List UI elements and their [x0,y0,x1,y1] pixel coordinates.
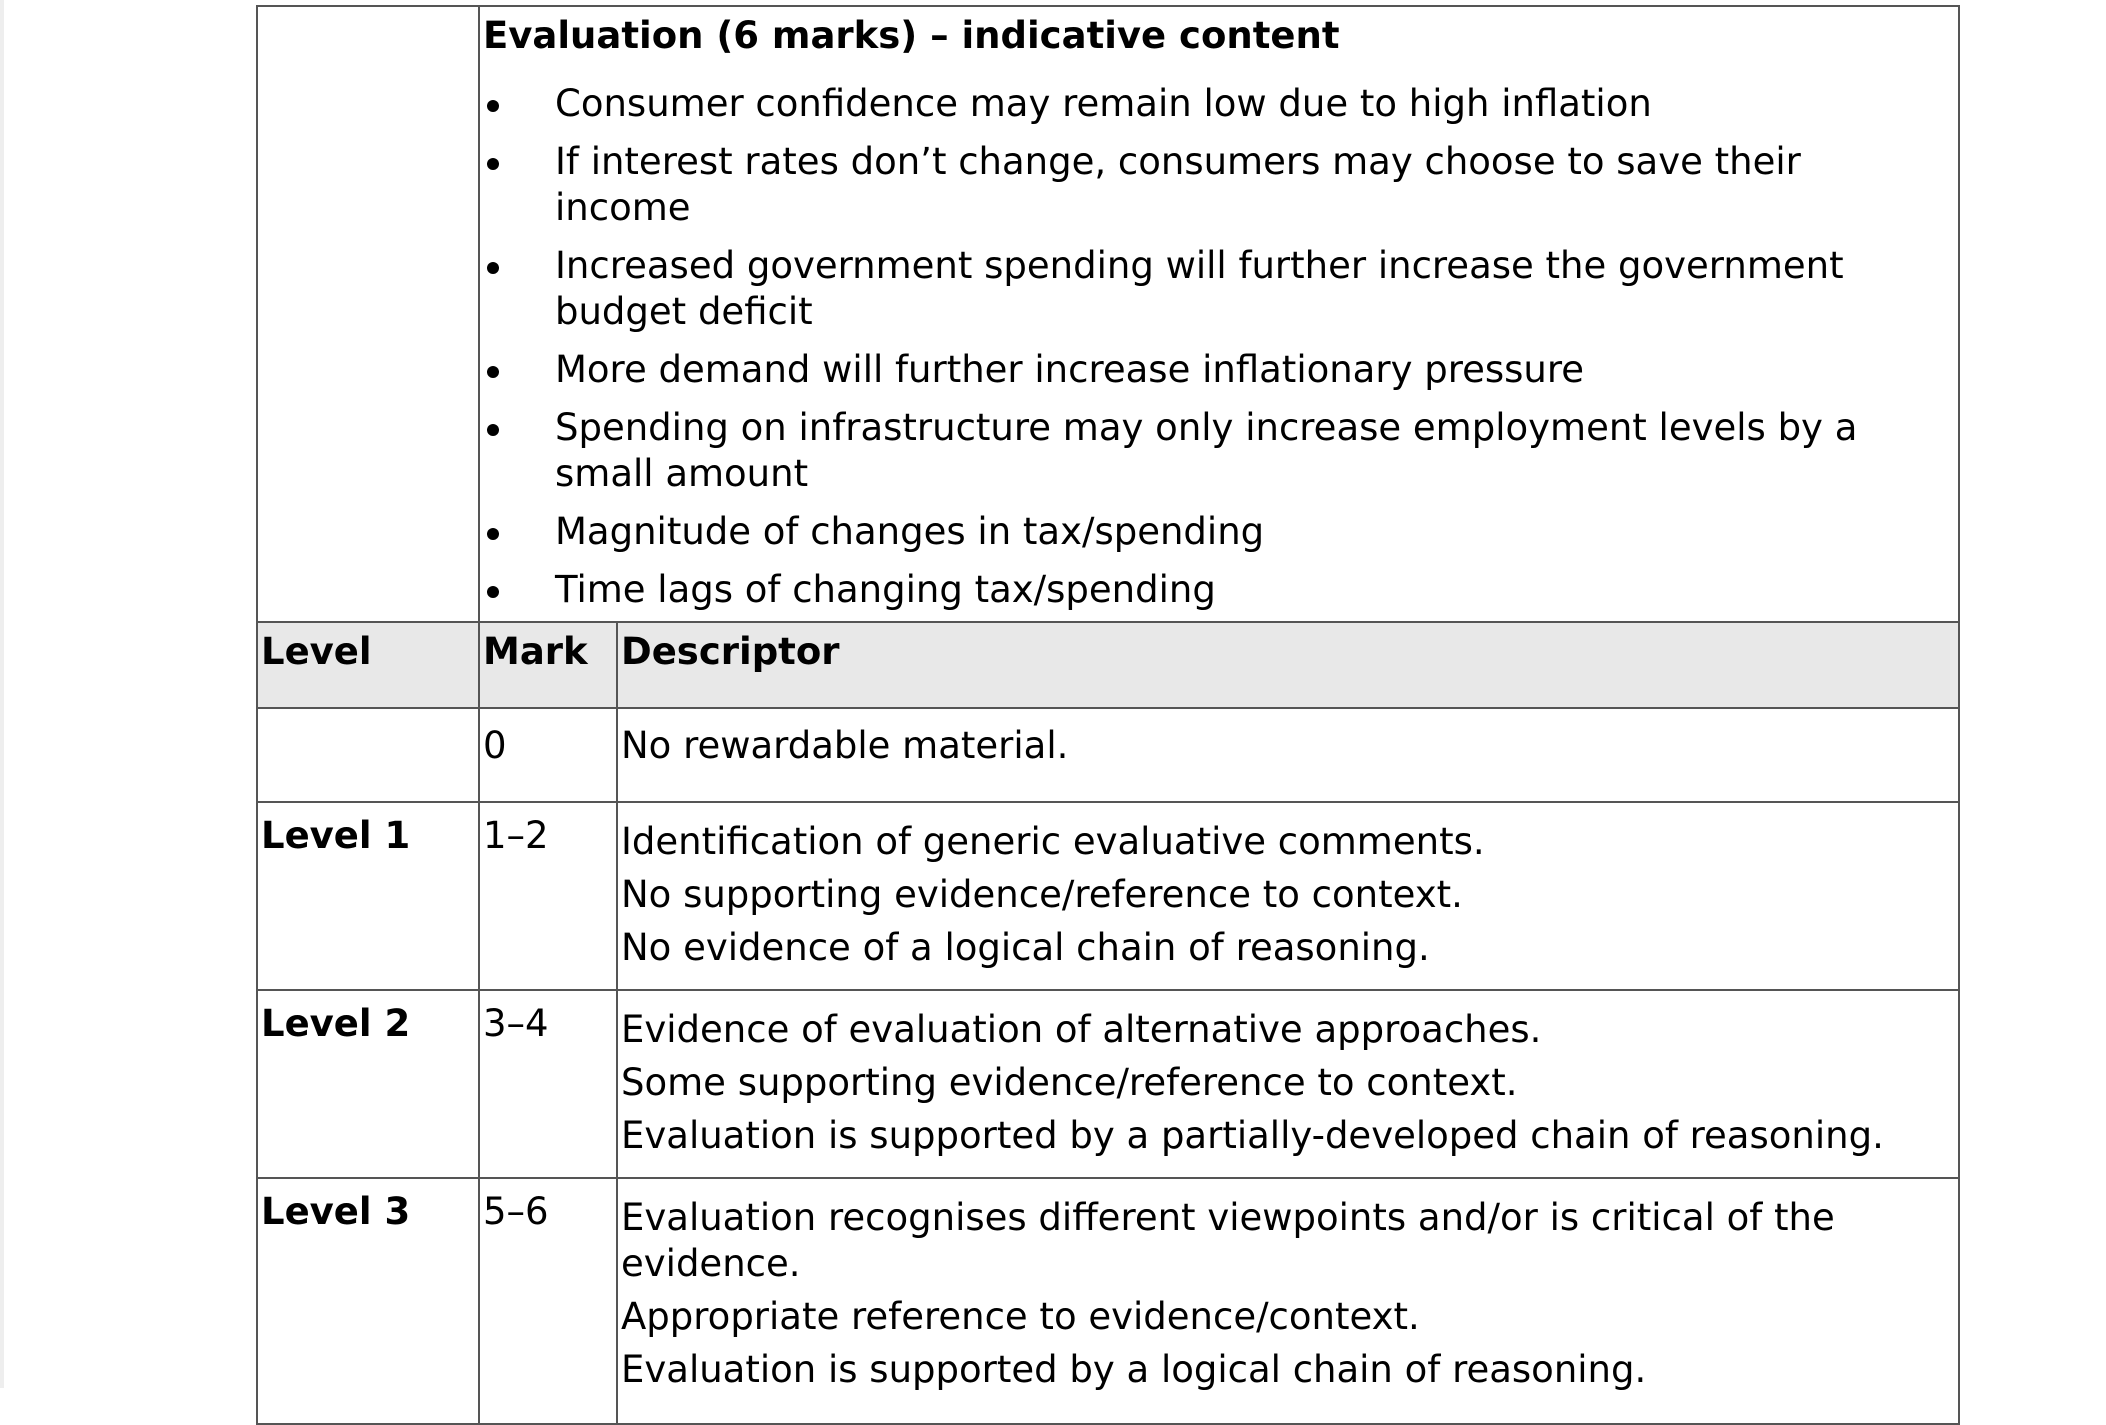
bullet-text: If interest rates don’t change, consumers may choose to save their income [555,140,1801,229]
table-row [257,708,1959,802]
list-item [483,567,1958,613]
list-item [483,81,1958,127]
table-header-row [257,622,1959,708]
bullet-icon [487,424,499,436]
level-cell [257,708,479,802]
mark-value: 0 [483,724,507,767]
descriptor-lines [621,1189,1958,1393]
descriptor-cell [617,708,1959,802]
level-cell [257,802,479,990]
descriptor-line: Evidence of evaluation of alternative approaches. [621,1008,1542,1051]
bullet-icon [487,586,499,598]
header-descriptor: Descriptor [617,622,1959,708]
bullet-text: Consumer confidence may remain low due to high inflation [555,82,1652,125]
evaluation-content-cell [479,6,1959,622]
level-cell [257,1178,479,1424]
header-level: Level [257,622,479,708]
evaluation-content-row [257,6,1959,622]
descriptor-line: Identification of generic evaluative comments. [621,820,1485,863]
mark-value: 1–2 [483,814,549,857]
mark-cell [479,708,617,802]
list-item [483,243,1958,335]
table-row [257,802,1959,990]
page-edge-strip [0,0,4,1388]
descriptor-cell [617,1178,1959,1424]
mark-scheme-table [256,5,1960,1425]
descriptor-lines [621,1001,1958,1159]
mark-value: 3–4 [483,1002,549,1045]
level-cell [257,990,479,1178]
mark-cell [479,990,617,1178]
bullet-text: More demand will further increase inflationary pressure [555,348,1585,391]
bullet-text: Time lags of changing tax/spending [555,568,1216,611]
bullet-icon [487,158,499,170]
bullet-text: Spending on infrastructure may only increase employment levels by a small amount [555,406,1858,495]
descriptor-line: Evaluation is supported by a logical chain of reasoning. [621,1348,1647,1391]
descriptor-line: No rewardable material. [621,724,1069,767]
table-row [257,1178,1959,1424]
header-mark: Mark [479,622,617,708]
list-item [483,509,1958,555]
descriptor-line: Evaluation is supported by a partially-developed chain of reasoning. [621,1114,1884,1157]
bullet-icon [487,262,499,274]
bullet-text: Increased government spending will further increase the government budget deficit [555,244,1844,333]
descriptor-cell [617,990,1959,1178]
mark-cell [479,1178,617,1424]
list-item [483,347,1958,393]
bullet-icon [487,366,499,378]
descriptor-line: Evaluation recognises different viewpoints and/or is critical of the evidence. [621,1196,1835,1285]
descriptor-lines [621,813,1958,971]
descriptor-line: Some supporting evidence/reference to context. [621,1061,1518,1104]
indicative-content-list [483,81,1958,613]
list-item [483,405,1958,497]
descriptor-line: Appropriate reference to evidence/context. [621,1295,1420,1338]
mark-cell [479,802,617,990]
table-row [257,990,1959,1178]
level-label: Level 2 [261,1002,411,1045]
list-item [483,139,1958,231]
descriptor-line: No evidence of a logical chain of reasoning. [621,926,1430,969]
bullet-icon [487,100,499,112]
level-label: Level 1 [261,814,411,857]
level-label: Level 3 [261,1190,411,1233]
mark-value: 5–6 [483,1190,549,1233]
evaluation-empty-cell [257,6,479,622]
descriptor-line: No supporting evidence/reference to context. [621,873,1463,916]
bullet-text: Magnitude of changes in tax/spending [555,510,1265,553]
bullet-icon [487,528,499,540]
descriptor-cell [617,802,1959,990]
evaluation-title: Evaluation (6 marks) – indicative content [483,14,1340,57]
